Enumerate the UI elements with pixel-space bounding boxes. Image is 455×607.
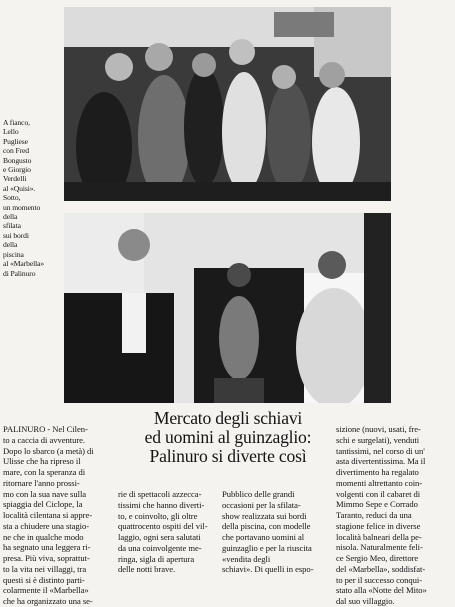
caption-line: Pugliese <box>3 136 28 146</box>
caption-line: al «Quisi». <box>3 183 36 193</box>
caption-line: di Palinuro <box>3 268 36 278</box>
article-line: Dopo lo sbarco (a metà) di <box>3 445 94 456</box>
caption-line: A fianco, <box>3 118 30 127</box>
article-line: occasioni per la sfilata- <box>222 499 301 510</box>
article-line: stagione felice in diverse <box>336 520 421 531</box>
article-line: ritornare l'anno prossi- <box>3 477 80 488</box>
article-line: Ulisse che ha ripreso il <box>3 456 81 467</box>
article-line: sizione (nuovi, usati, fre- <box>336 424 421 434</box>
caption-line: al «Marbella» <box>3 259 45 269</box>
headline-line: Palinuro si diverte così <box>149 446 307 466</box>
article-line: quattrocento ospiti del vil- <box>118 521 208 532</box>
caption-line: Verdelli <box>3 174 27 184</box>
article-line: Mimmo Sepe e Corrado <box>336 499 418 510</box>
photo-party-group <box>64 7 391 201</box>
caption-line: Bongusto <box>3 155 32 165</box>
article-line: colarmente il «Marbella» <box>3 585 89 596</box>
article-line: mo con la sua nave sulla <box>3 488 87 499</box>
article-column-2 <box>118 489 216 575</box>
article-line: divertimento ha regalato <box>336 467 419 477</box>
article-line: schi e surgelati), venduti <box>336 434 420 445</box>
caption-line: Lello <box>3 127 19 137</box>
caption-line: sfilata <box>3 221 21 231</box>
article-line: tantissimi, nel corso di un' <box>336 445 425 456</box>
caption-line: della <box>3 240 18 250</box>
article-column-3 <box>222 489 326 575</box>
article-line: PALINURO - Nel Cilen- <box>3 424 88 434</box>
caption-line: un momento <box>3 202 41 212</box>
article-line: stato alla «Notte del Mito» <box>336 585 427 596</box>
article-line: schiavi». Di quelli in espo- <box>222 564 314 575</box>
article-line: località balneari della pe- <box>336 531 422 542</box>
article-line: guinzaglio e per la riuscita <box>222 542 312 553</box>
article-line: asta divertentissima. Ma il <box>336 456 426 467</box>
article-line: laggio, ogni sera salutati <box>118 532 201 542</box>
photo-party-group-image <box>64 7 391 201</box>
article-line: Pubblico delle grandi <box>222 489 295 499</box>
article-line: to la vita nei villaggi, tra <box>3 563 87 574</box>
article-line: volgenti con il cabaret di <box>336 488 421 499</box>
article-column-1 <box>3 424 115 607</box>
article-line: rie di spettacoli azzecca- <box>118 489 202 499</box>
headline <box>122 409 334 466</box>
caption-line: con Fred <box>3 146 29 156</box>
article-line: ne che in qualche modo <box>3 531 84 542</box>
article-line: presa. Più viva, soprattut- <box>3 553 90 563</box>
article-column-4 <box>336 424 451 607</box>
article-line: località cilentana si appre- <box>3 510 93 520</box>
article-line: Taranto, reduci da una <box>336 510 412 520</box>
article-line: «vendita degli <box>222 553 271 564</box>
caption-line: e Giorgio <box>3 165 31 175</box>
article-line: ha segnato una leggera ri- <box>3 542 91 553</box>
article-line: del «Marbella», soddisfat- <box>336 563 426 574</box>
article-line: mare, con la speranza di <box>3 467 86 477</box>
article-line: show realizzata sui bordi <box>222 510 307 521</box>
article-line: nisola. Naturalmente feli- <box>336 542 423 553</box>
photo-fashion-show <box>64 213 391 403</box>
article-line: tissimi che hanno diverti- <box>118 499 205 510</box>
article-line: della piscina, con modelle <box>222 521 311 532</box>
article-line: to a caccia di avventure. <box>3 434 86 445</box>
article-line: ringa, sigla di apertura <box>118 553 195 564</box>
article-line: questi si è distinto parti- <box>3 574 85 585</box>
headline-line: ed uomini al guinzaglio: <box>144 427 312 447</box>
caption-line: sui bordi <box>3 230 29 240</box>
photo-caption <box>3 118 61 278</box>
caption-line: Sotto, <box>3 193 21 203</box>
article-line: momenti altrettanto coin- <box>336 477 423 488</box>
article-line: delle notti brave. <box>118 564 176 575</box>
article-line: dal suo villaggio. <box>336 596 395 606</box>
photo-fashion-show-image <box>64 213 391 403</box>
headline-line: Mercato degli schiavi <box>153 408 303 428</box>
article-line: ce Sergio Meo, direttore <box>336 553 419 563</box>
article-line: da una coinvolgente me- <box>118 542 202 553</box>
caption-line: della <box>3 212 18 222</box>
article-line: to per il successo conqui- <box>336 574 423 585</box>
article-line: che portavano uomini al <box>222 532 305 542</box>
article-line: che ha organizzato una se- <box>3 596 93 606</box>
article-line: spiaggia del Ciclope, la <box>3 499 83 510</box>
article-line: sta a chiudere una stagio- <box>3 520 90 531</box>
caption-line: piscina <box>3 249 24 259</box>
article-line: to, e coinvolto, gli oltre <box>118 510 198 521</box>
